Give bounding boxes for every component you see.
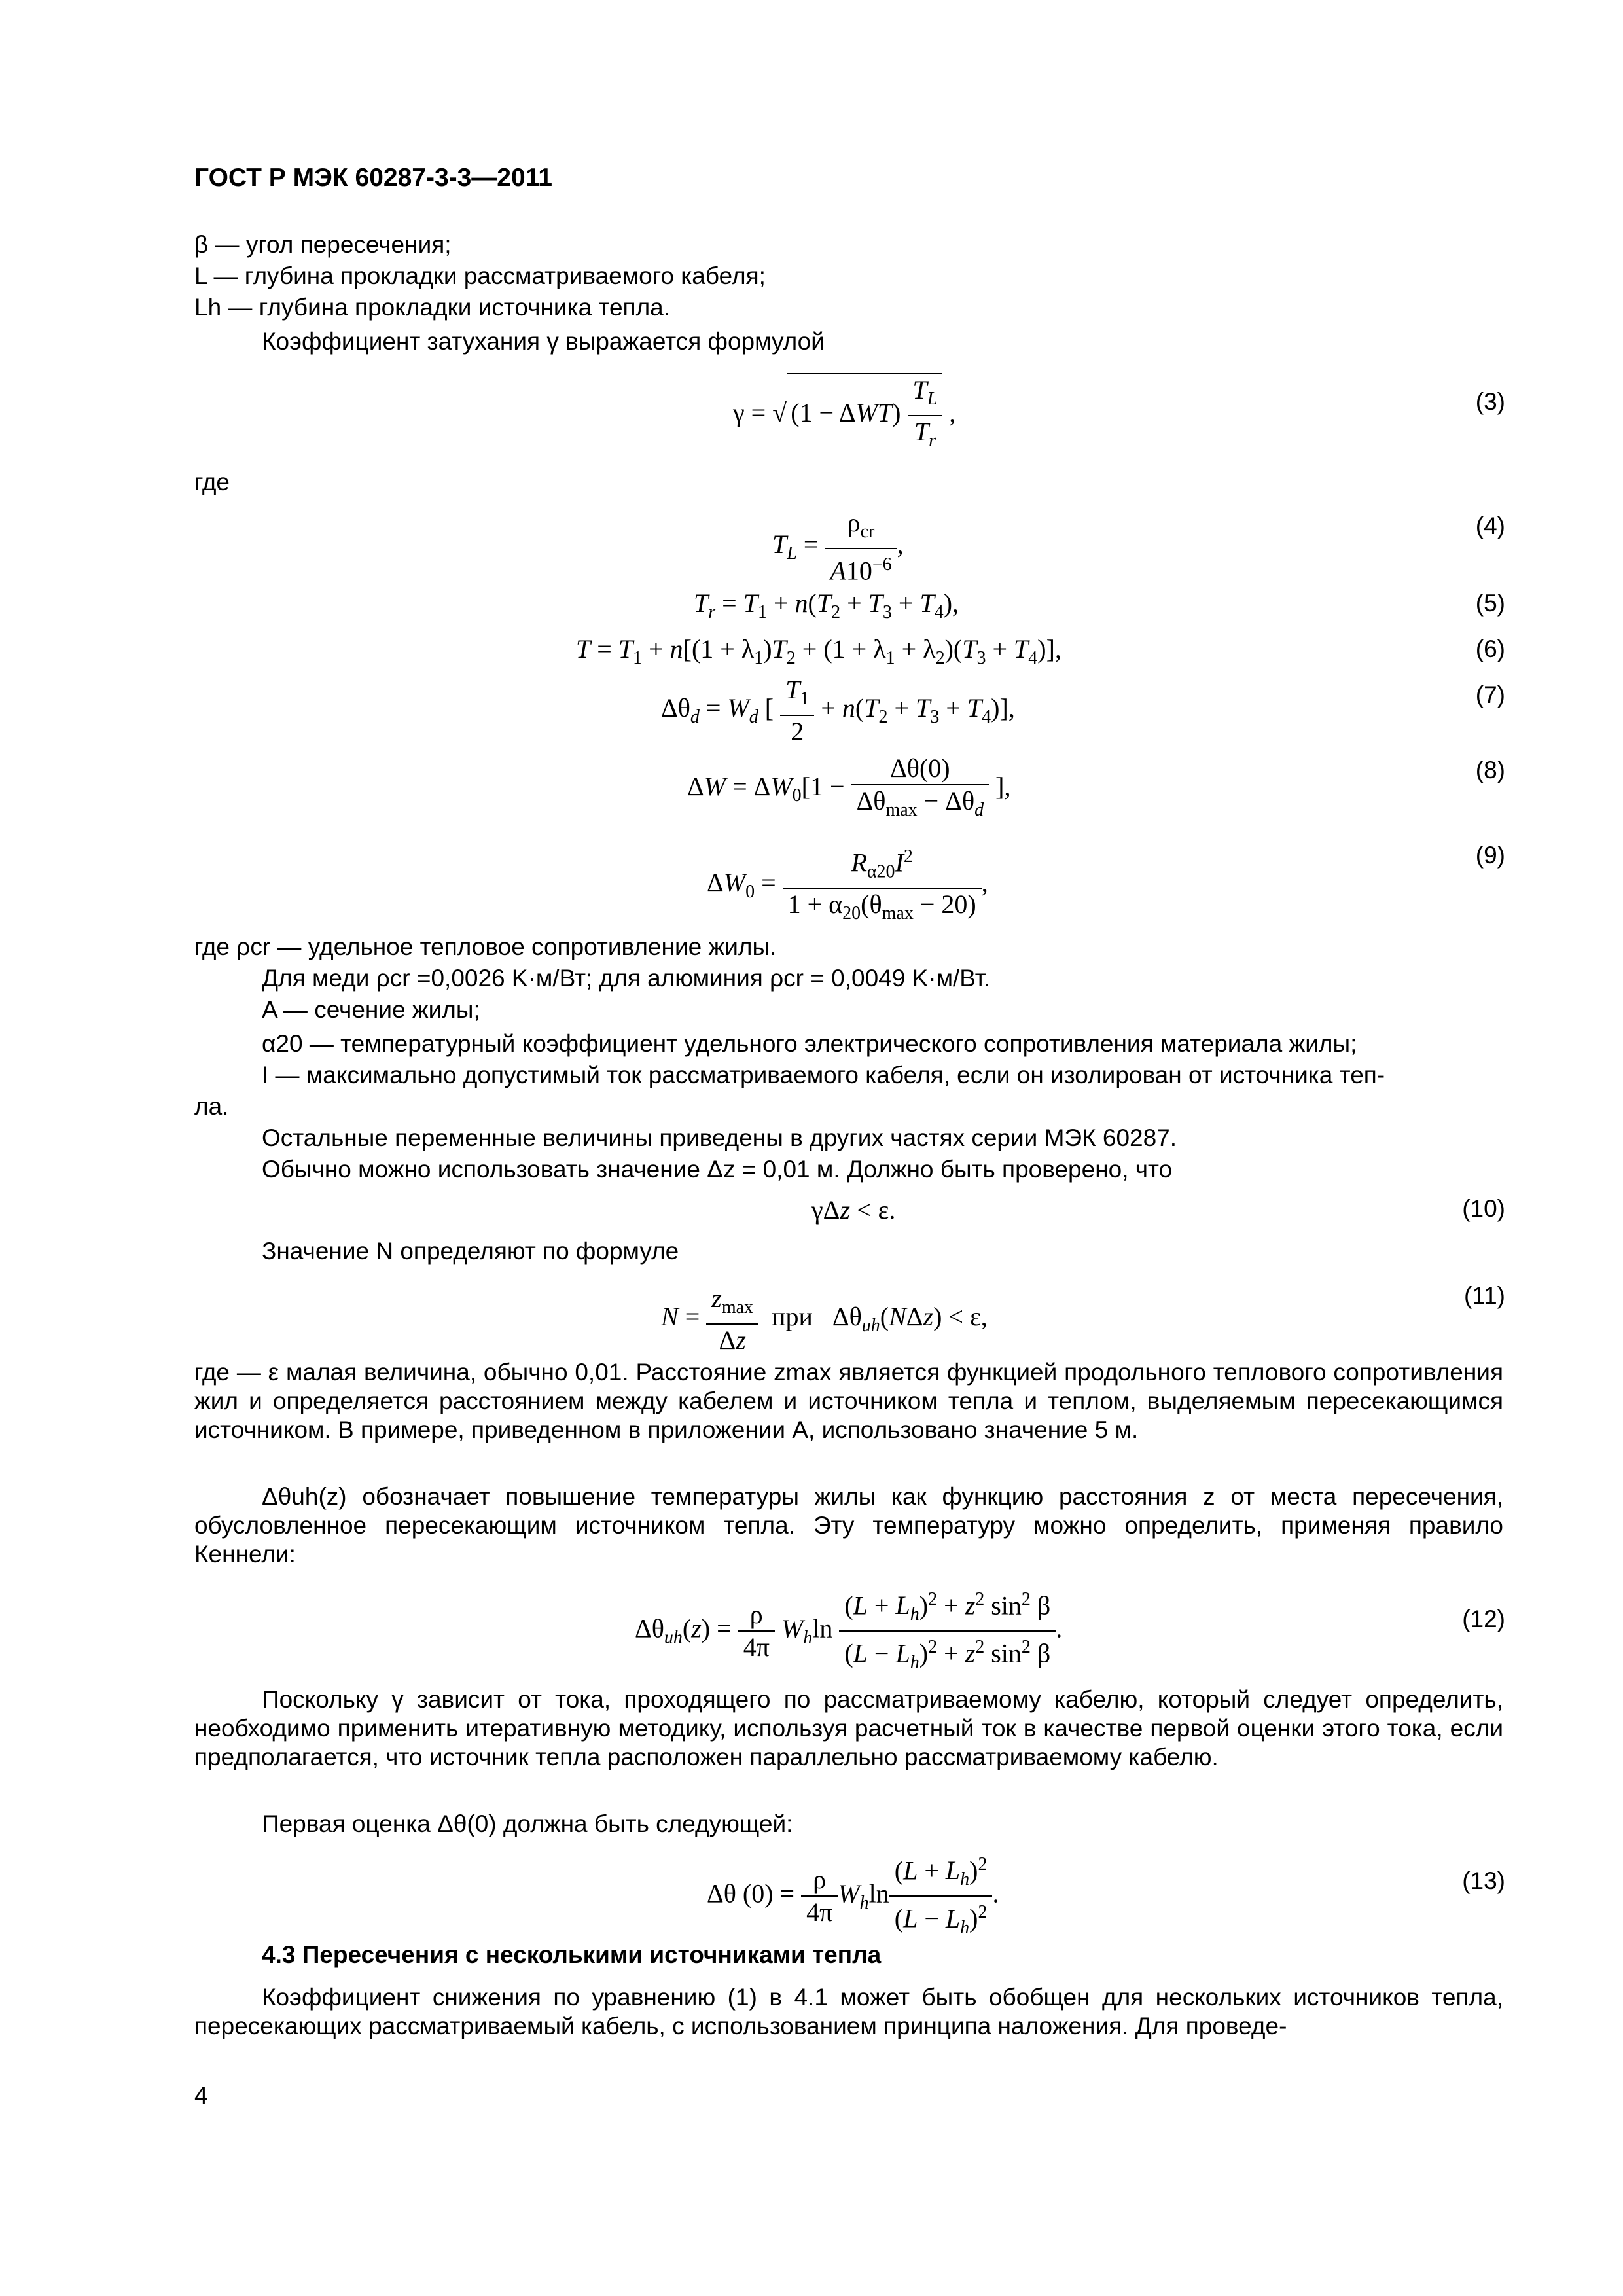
def-Lh: Lh — глубина прокладки источника тепла. xyxy=(194,294,671,321)
n-text: Значение N определяют по формуле xyxy=(262,1238,679,1265)
eq-number-3: (3) xyxy=(1475,388,1505,415)
eq-number-13: (13) xyxy=(1462,1867,1505,1894)
first-estimate: Первая оценка Δθ(0) должна быть следующей: xyxy=(262,1810,793,1837)
alpha-definition: α20 — температурный коэффициент удельного электрического сопротивления материала жилы; xyxy=(262,1030,1357,1057)
eps-paragraph: где — ε малая величина, обычно 0,01. Расстояние zmax является функцией продольного теплового сопротивления жил и определяется расстоянием между кабелем и источником тепла и теплом, выделяемым пересекающимся источником. В примере, приведенном в приложении А, использовано значение 5 м. xyxy=(194,1359,1503,1443)
formula-13: Δθ (0) = $\frac{\rho}{4\pi}$ $W_h\ln$ $\frac{(L + L_h)^2}{(L - L_h)^2}$ . xyxy=(707,1849,999,1944)
formula-6: $T = T_1 + n[(1 + \lambda_1)T_2 + (1 + \lambda_1 + \lambda_2)(T_3 + T_4)]$, xyxy=(576,634,1061,668)
formula-8: $\Delta W = \Delta W_0[1$ − $\frac{\Delta\theta(0)}{\Delta\theta_{max} - \Delta\theta_d}$ ], xyxy=(687,753,1011,820)
section-heading: 4.3 Пересечения с несколькими источниками тепла xyxy=(262,1941,882,1968)
eq-number-10: (10) xyxy=(1462,1195,1505,1222)
document-header: ГОСТ Р МЭК 60287-3-3—2011 xyxy=(194,164,552,192)
A-definition: A — сечение жилы; xyxy=(262,996,480,1023)
def-L: L — глубина прокладки рассматриваемого кабеля; xyxy=(194,262,766,289)
formula-11: N = $\frac{z_{max}}{\Delta z}$ при $\Delta\theta_{uh}(N\Delta z) < \varepsilon$, xyxy=(661,1283,988,1355)
rho-definition: где ρcr — удельное тепловое сопротивление жилы. xyxy=(194,933,777,960)
formula-12: $\Delta\theta_{uh}(z)$ = $\frac{\rho}{4\pi}$ $W_h\ln$ $\frac{(L + L_h)^2 + z^2 \sin^2 \beta}{(L - L_h)^2 + z^2 \sin^2 \beta}$ . xyxy=(635,1584,1062,1679)
I-definition: I — максимально допустимый ток рассматриваемого кабеля, если он изолирован от источника теп- xyxy=(262,1062,1385,1088)
formula-5: $T_r = T_1 + n(T_2 + T_3 + T_4)$, xyxy=(694,588,959,622)
eq-number-4: (4) xyxy=(1475,512,1505,539)
I-definition-cont: ла. xyxy=(194,1093,229,1120)
formula-9: $\Delta W_0$ = $\frac{R_{\alpha 20}I^2}{1 + \alpha_{20}(\theta_{max} - 20)}$ , xyxy=(707,841,988,929)
last-paragraph: Коэффициент снижения по уравнению (1) в 4.1 может быть обобщен для нескольких источников тепла, пересекающих рассматриваемый кабель, с использованием принципа наложения. Для проведе- xyxy=(194,1984,1503,2039)
dz-text: Обычно можно использовать значение Δz = 0,01 м. Должно быть проверено, что xyxy=(262,1156,1173,1183)
where-label: где xyxy=(194,469,230,495)
eq-number-9: (9) xyxy=(1475,842,1505,869)
since-paragraph: Поскольку γ зависит от тока, проходящего по рассматриваемому кабелю, который следует определить, необходимо применить итеративную методику, используя расчетный ток в качестве первой оценки этого тока, если предполагается, что источник тепла расположен параллельно рассматриваемому кабелю. xyxy=(194,1686,1503,1770)
def-beta: β — угол пересечения; xyxy=(194,231,452,258)
formula-4: $T_L$ = $\frac{\rho_{cr}}{A10^{-6}}$ , xyxy=(772,508,904,586)
formula-7: $\Delta\theta_d = W_d$ [ $\frac{T_1}{2}$ + $n(T_2 + T_3 + T_4)$], xyxy=(661,675,1015,746)
eq-number-6: (6) xyxy=(1475,636,1505,662)
rho-values: Для меди ρcr =0,0026 K·м/Вт; для алюминия ρcr = 0,0049 K·м/Вт. xyxy=(262,965,990,992)
eq-number-12: (12) xyxy=(1462,1605,1505,1632)
other-variables: Остальные переменные величины приведены в других частях серии МЭК 60287. xyxy=(262,1124,1177,1151)
formula-10: γΔz < ε. xyxy=(812,1195,896,1225)
gamma-intro: Коэффициент затухания γ выражается формулой xyxy=(262,328,825,355)
eq-number-7: (7) xyxy=(1475,681,1505,708)
eq-number-11: (11) xyxy=(1463,1282,1505,1309)
page-number: 4 xyxy=(194,2082,208,2109)
theta-paragraph: Δθuh(z) обозначает повышение температуры жилы как функцию расстояния z от места пересечения, обусловленное пересекающим источником тепла. Эту температуру можно определить, применяя правило Кеннели: xyxy=(194,1483,1503,1568)
formula-3: γ = √ (1 − ΔWT) $\frac{T_L}{T_r}$ , xyxy=(733,373,955,457)
eq-number-5: (5) xyxy=(1475,590,1505,617)
eq-number-8: (8) xyxy=(1475,757,1505,783)
